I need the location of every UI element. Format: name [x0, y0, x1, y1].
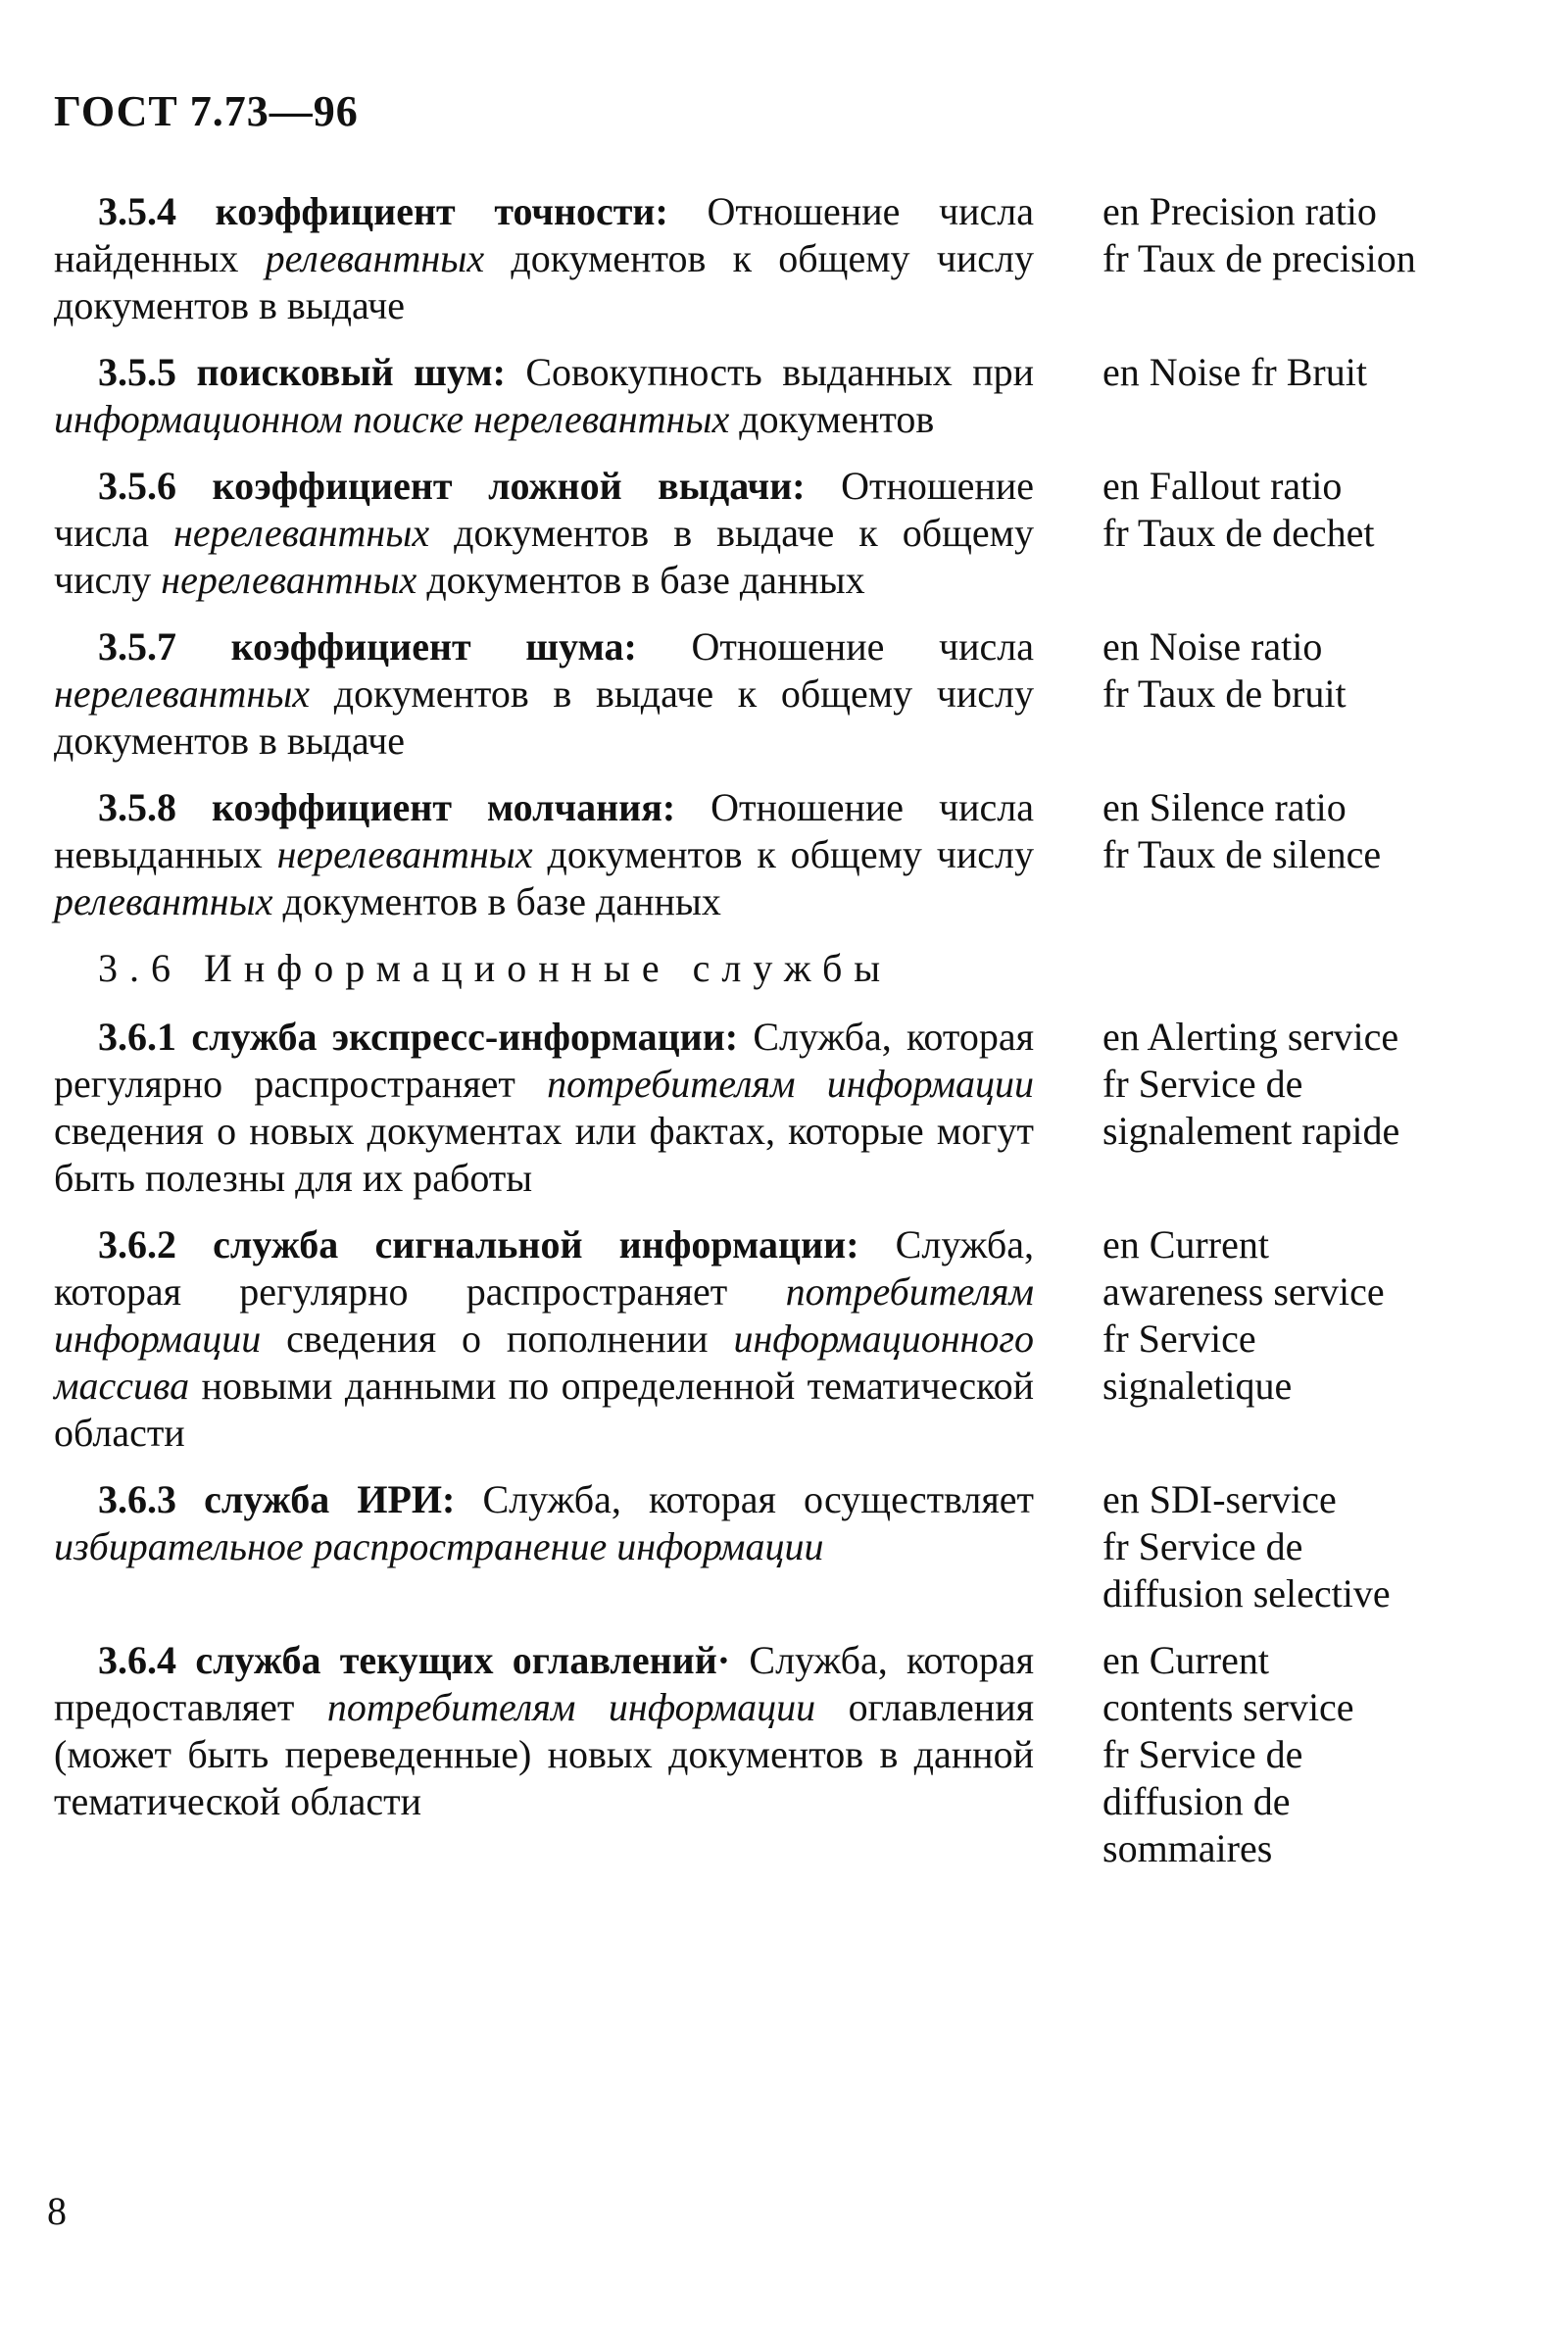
term-reference: нерелевантных — [54, 671, 311, 716]
definition-text: Служба, которая осуществляет — [455, 1477, 1035, 1521]
term-name: коэффициент ложной выдачи: — [212, 464, 806, 508]
translation-line: signalement rapide — [1102, 1109, 1400, 1153]
term-definition — [54, 623, 1034, 765]
term-number: 3.5.8 — [98, 785, 176, 829]
translation-line: en Fallout ratio — [1102, 464, 1343, 508]
term-number: 3.5.6 — [98, 464, 176, 508]
translation-line: fr Taux de bruit — [1102, 671, 1347, 716]
term-reference: нерелевантных — [173, 511, 430, 555]
translation-line: en Noise ratio — [1102, 624, 1323, 669]
term-name: служба ИРИ: — [204, 1477, 456, 1521]
translation-line: sommaires — [1102, 1826, 1273, 1870]
translation-line: en Noise fr Bruit — [1102, 350, 1367, 394]
definition-text: Отношение числа найденных — [54, 189, 1035, 280]
page-number: 8 — [47, 2189, 67, 2233]
term-number: 3.5.7 — [98, 624, 176, 669]
definition-text: сведения о пополнении — [261, 1317, 734, 1361]
definition-text: оглавления (может быть переведенные) новых документов в данной тематической области — [54, 1685, 1035, 1823]
definition-text: документов — [729, 397, 935, 441]
term-name: коэффициент точности: — [215, 189, 668, 233]
term-translations — [1102, 349, 1426, 443]
translation-line: en Current — [1102, 1638, 1269, 1682]
definition-text: сведения о новых документах или фактах, которые могут быть полезны для их работы — [54, 1109, 1034, 1200]
definition-text: документов в выдаче к общему числу документов в выдаче — [54, 671, 1034, 763]
term-definition — [54, 1476, 1034, 1617]
term-name: коэффициент молчания: — [211, 785, 676, 829]
term-translations — [1102, 1637, 1426, 1872]
term-name: коэффициент шума: — [230, 624, 637, 669]
definition-text: документов в базе данных — [272, 879, 721, 923]
definition-text: Отношение числа — [54, 464, 1034, 555]
translation-line: fr Taux de precision — [1102, 236, 1416, 280]
translation-line: signaletique — [1102, 1364, 1293, 1408]
definition-text: Служба, которая регулярно распространяет — [54, 1222, 1034, 1314]
term-entry — [54, 1221, 1426, 1457]
term-definition — [54, 349, 1034, 443]
term-translations — [1102, 1221, 1426, 1457]
term-definition — [54, 188, 1034, 329]
term-reference: информационном поиске нерелевантных — [54, 397, 730, 441]
definition-text: Отношение числа невыданных — [54, 785, 1035, 876]
term-entry — [54, 1637, 1426, 1872]
term-reference: нерелевантных — [276, 832, 533, 876]
definition-text: новыми данными по определенной тематической области — [54, 1364, 1034, 1455]
term-number: 3.5.5 — [98, 350, 176, 394]
term-number: 3.6.3 — [98, 1477, 176, 1521]
translation-line: en Alerting service — [1102, 1015, 1399, 1059]
term-reference: релевантных — [54, 879, 273, 923]
definition-text: Совокупность выданных при — [505, 350, 1035, 394]
term-translations — [1102, 1014, 1426, 1202]
term-name: поисковый шум: — [196, 350, 506, 394]
definition-text: Отношение числа — [636, 624, 1034, 669]
term-number: 3.6.4 — [98, 1638, 176, 1682]
term-translations — [1102, 784, 1426, 925]
term-reference: нерелевантных — [161, 558, 417, 602]
term-definition — [54, 463, 1034, 604]
translation-line: fr Service de — [1102, 1524, 1303, 1568]
definition-text: Служба, которая предоставляет — [54, 1638, 1035, 1729]
section-heading: 3.6 Информационные службы — [98, 946, 893, 990]
term-definition — [54, 1014, 1034, 1202]
term-entry — [54, 188, 1426, 329]
translation-line: fr Service — [1102, 1317, 1256, 1361]
translation-line: en Current — [1102, 1222, 1269, 1267]
translation-line: diffusion de — [1102, 1779, 1291, 1823]
term-reference: релевантных — [265, 236, 485, 280]
term-translations — [1102, 463, 1426, 604]
term-reference: потребителям информации — [547, 1062, 1035, 1106]
translation-line: fr Taux de dechet — [1102, 511, 1375, 555]
terms-group-3-5 — [54, 188, 1426, 925]
translation-line: fr Service de — [1102, 1062, 1303, 1106]
term-reference: избирательное распространение информации — [54, 1524, 824, 1568]
term-definition — [54, 1637, 1034, 1872]
definition-text: документов в выдаче к общему числу — [54, 511, 1034, 602]
term-definition — [54, 1221, 1034, 1457]
term-entry — [54, 1476, 1426, 1617]
translation-line: en Silence ratio — [1102, 785, 1347, 829]
definition-text: документов к общему числу — [532, 832, 1034, 876]
term-number: 3.6.1 — [98, 1015, 176, 1059]
term-name: служба текущих оглавлений· — [195, 1638, 731, 1682]
term-entry — [54, 784, 1426, 925]
term-translations — [1102, 188, 1426, 329]
term-translations — [1102, 623, 1426, 765]
translation-line: fr Service de — [1102, 1732, 1303, 1776]
translation-line: en Precision ratio — [1102, 189, 1377, 233]
term-number: 3.5.4 — [98, 189, 176, 233]
translation-line: en SDI-service — [1102, 1477, 1337, 1521]
term-translations — [1102, 1476, 1426, 1617]
definition-text: Служба, которая регулярно распространяет — [54, 1015, 1034, 1106]
translation-line: fr Taux de silence — [1102, 832, 1382, 876]
term-reference: потребителям информации — [54, 1269, 1034, 1361]
terms-content — [54, 188, 1426, 1892]
translation-line: awareness service — [1102, 1269, 1385, 1314]
definition-text: документов к общему числу документов в выдаче — [54, 236, 1035, 327]
term-number: 3.6.2 — [98, 1222, 176, 1267]
term-entry — [54, 623, 1426, 765]
term-name: служба экспресс-информации: — [191, 1015, 739, 1059]
term-definition — [54, 784, 1034, 925]
term-entry — [54, 349, 1426, 443]
term-name: служба сигнальной информации: — [213, 1222, 859, 1267]
translation-line: contents service — [1102, 1685, 1354, 1729]
definition-text: документов в базе данных — [416, 558, 865, 602]
translation-line: diffusion selective — [1102, 1571, 1391, 1615]
document-code: ГОСТ 7.73—96 — [54, 87, 359, 135]
term-entry — [54, 463, 1426, 604]
term-reference: информационного массива — [54, 1317, 1034, 1408]
term-reference: потребителям информации — [326, 1685, 816, 1729]
term-entry — [54, 1014, 1426, 1202]
terms-group-3-6 — [54, 1014, 1426, 1872]
